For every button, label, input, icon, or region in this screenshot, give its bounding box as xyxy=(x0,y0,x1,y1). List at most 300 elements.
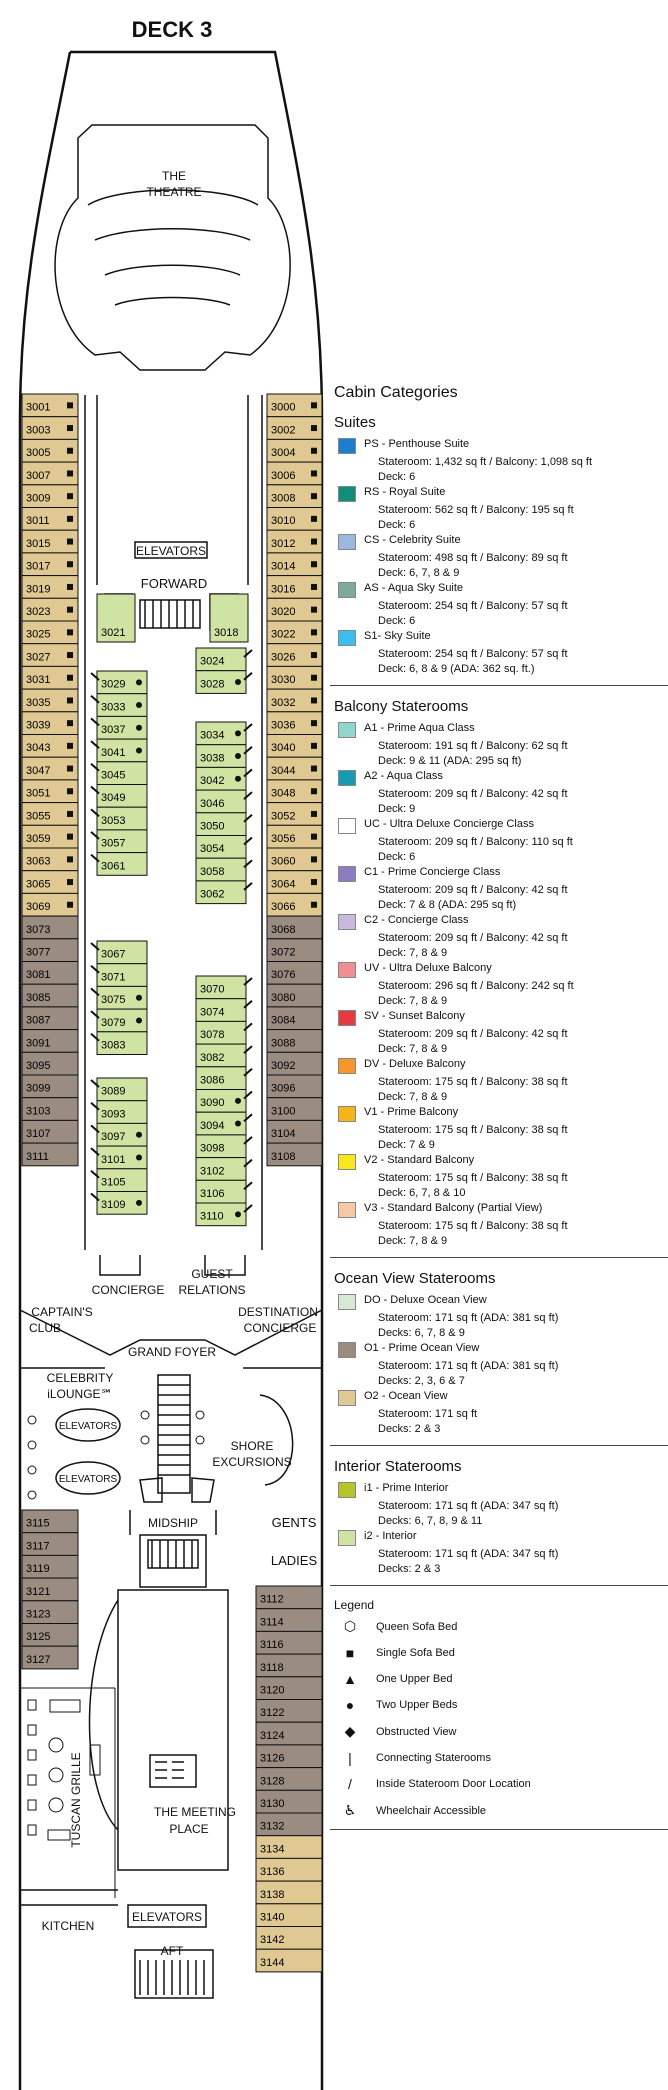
single-sofa-bed-icon xyxy=(67,811,73,817)
cabin-3022[interactable] xyxy=(267,621,322,644)
single-sofa-bed-icon xyxy=(311,743,317,749)
tuscan-grille-label[interactable]: TUSCAN GRILLE xyxy=(69,1752,83,1848)
cabin-3054[interactable] xyxy=(196,836,252,859)
wheelchair-icon: ♿ xyxy=(343,1802,357,1818)
cabin-3043[interactable] xyxy=(22,735,78,758)
cabin-3062[interactable] xyxy=(196,881,252,904)
cabin-3028[interactable] xyxy=(196,671,252,694)
legend-detail: Deck: 6 xyxy=(378,851,416,863)
cabin-3052[interactable] xyxy=(267,803,322,826)
cabin-3019[interactable] xyxy=(22,576,78,599)
cabin-3093[interactable] xyxy=(91,1101,147,1124)
legend-section-heading: Balcony Staterooms xyxy=(334,698,469,715)
cabin-3063[interactable] xyxy=(22,848,78,871)
cabin-3104[interactable] xyxy=(267,1120,322,1143)
legend-symbol-label: Wheelchair Accessible xyxy=(376,1804,487,1817)
cabin-number: 3132 xyxy=(260,1820,285,1833)
cabin-3140[interactable] xyxy=(256,1904,322,1927)
cabin-number: 3012 xyxy=(271,537,296,550)
cabin-3123[interactable] xyxy=(22,1601,78,1624)
cabin-3084[interactable] xyxy=(267,1007,322,1030)
cabin-3007[interactable] xyxy=(22,462,78,485)
cabin-3086[interactable] xyxy=(196,1067,252,1090)
single-sofa-bed-icon xyxy=(311,402,317,408)
cabin-3018[interactable] xyxy=(210,594,248,642)
cabin-3048[interactable] xyxy=(267,780,322,803)
single-sofa-bed-icon xyxy=(311,629,317,635)
legend-label: i2 - Interior xyxy=(364,1530,417,1542)
cabin-3128[interactable] xyxy=(256,1768,322,1791)
cabin-3109[interactable] xyxy=(91,1192,147,1215)
cabin-3125[interactable] xyxy=(22,1624,78,1647)
cabin-3031[interactable] xyxy=(22,666,78,689)
cabin-3144[interactable] xyxy=(256,1949,322,1972)
cabin-number: 3087 xyxy=(26,1014,51,1027)
cabin-3032[interactable] xyxy=(267,689,322,712)
cabin-3024[interactable] xyxy=(196,648,252,671)
single-sofa-bed-icon xyxy=(311,697,317,703)
single-sofa-bed-icon xyxy=(311,811,317,817)
cabin-3130[interactable] xyxy=(256,1790,322,1813)
cabin-3034[interactable] xyxy=(196,722,252,745)
captains-club-label-2[interactable]: CLUB xyxy=(28,1321,62,1335)
cabin-number: 3011 xyxy=(26,515,50,528)
cabin-3035[interactable] xyxy=(22,689,78,712)
cabin-3124[interactable] xyxy=(256,1722,322,1745)
cabin-3014[interactable] xyxy=(267,553,322,576)
cabin-number: 3005 xyxy=(26,447,51,460)
cabin-3036[interactable] xyxy=(267,712,322,735)
cabin-3026[interactable] xyxy=(267,644,322,667)
two-upper-beds-icon xyxy=(235,1098,241,1104)
elevators-mid-label-1[interactable]: ELEVATORS xyxy=(58,1421,118,1432)
legend-label: O1 - Prime Ocean View xyxy=(364,1342,480,1354)
cabin-3108[interactable] xyxy=(267,1143,322,1166)
cabin-3090[interactable] xyxy=(196,1090,252,1113)
cabin-3068[interactable] xyxy=(267,916,322,939)
cabin-3041[interactable] xyxy=(91,739,147,762)
cabin-3029[interactable] xyxy=(91,671,147,694)
cabin-number: 3059 xyxy=(26,833,51,845)
cabin-number: 3072 xyxy=(271,946,296,959)
legend-symbol-label: Two Upper Beds xyxy=(376,1699,458,1711)
cabin-3073[interactable] xyxy=(22,916,78,939)
cabin-3065[interactable] xyxy=(22,871,78,894)
cabin-3122[interactable] xyxy=(256,1700,322,1723)
single-sofa-bed-icon xyxy=(67,675,73,681)
single-sofa-bed-icon xyxy=(67,607,73,613)
cabin-3069[interactable] xyxy=(22,893,78,916)
cabin-number: 3104 xyxy=(271,1128,296,1141)
single-sofa-bed-icon xyxy=(67,470,73,476)
cabin-3057[interactable] xyxy=(91,830,147,853)
two-upper-beds-icon xyxy=(136,725,142,731)
legend-swatch xyxy=(338,770,356,786)
cabin-number: 3097 xyxy=(101,1131,126,1144)
cabin-3118[interactable] xyxy=(256,1654,322,1677)
forward-label: FORWARD xyxy=(140,576,208,591)
cabin-3107[interactable] xyxy=(22,1120,78,1143)
cabin-number: 3116 xyxy=(260,1639,284,1652)
cabin-3092[interactable] xyxy=(267,1052,322,1075)
cabin-3076[interactable] xyxy=(267,962,322,985)
cabin-3015[interactable] xyxy=(22,530,78,553)
cabin-3094[interactable] xyxy=(196,1112,252,1135)
cabin-number: 3098 xyxy=(200,1142,225,1155)
cabin-3045[interactable] xyxy=(91,762,147,785)
cabin-number: 3126 xyxy=(260,1752,285,1765)
legend-item xyxy=(338,865,668,882)
legend-swatch xyxy=(338,722,356,738)
single-sofa-bed-icon: ■ xyxy=(345,1645,355,1661)
cabin-3110[interactable] xyxy=(196,1203,252,1226)
legend-label: S1- Sky Suite xyxy=(364,630,431,642)
cabin-number: 3024 xyxy=(200,655,225,668)
single-sofa-bed-icon xyxy=(67,720,73,726)
cabin-3042[interactable] xyxy=(196,767,252,790)
cabin-3027[interactable] xyxy=(22,644,78,667)
legend-label: V1 - Prime Balcony xyxy=(364,1106,459,1118)
cabin-3021[interactable] xyxy=(97,594,135,642)
cabin-3020[interactable] xyxy=(267,598,322,621)
cabin-3072[interactable] xyxy=(267,939,322,962)
cabin-number: 3122 xyxy=(260,1707,285,1720)
single-sofa-bed-icon xyxy=(311,879,317,885)
cabin-number: 3049 xyxy=(101,792,126,805)
shore-excursions-label-2[interactable]: EXCURSIONS xyxy=(212,1455,292,1469)
theatre-label-1[interactable]: THE xyxy=(162,169,186,183)
cabin-number: 3008 xyxy=(271,492,296,505)
cabin-number: 3107 xyxy=(26,1128,51,1141)
cabin-3070[interactable] xyxy=(196,976,252,999)
destination-concierge-label-1[interactable]: DESTINATION xyxy=(238,1305,318,1319)
cabin-number: 3045 xyxy=(101,769,126,782)
cabin-3119[interactable] xyxy=(22,1555,78,1578)
legend-detail: Stateroom: 209 sq ft / Balcony: 42 sq ft xyxy=(378,932,568,944)
ilounge-label-1[interactable]: CELEBRITY xyxy=(46,1371,114,1385)
cabin-number: 3077 xyxy=(26,946,51,959)
cabin-3040[interactable] xyxy=(267,735,322,758)
cabin-3095[interactable] xyxy=(22,1052,78,1075)
legend-symbol-label: Single Sofa Bed xyxy=(376,1647,455,1659)
cabin-number: 3073 xyxy=(26,923,51,936)
cabin-3117[interactable] xyxy=(22,1533,78,1556)
cabin-3088[interactable] xyxy=(267,1030,322,1053)
cabin-3047[interactable] xyxy=(22,757,78,780)
legend-detail: Deck: 7, 8 & 9 xyxy=(378,947,448,959)
single-sofa-bed-icon xyxy=(311,539,317,545)
legend-detail: Stateroom: 209 sq ft / Balcony: 42 sq ft xyxy=(378,788,568,800)
cabin-number: 3066 xyxy=(271,901,296,914)
theatre-label-2[interactable]: THEATRE xyxy=(146,185,202,199)
cabin-3016[interactable] xyxy=(267,576,322,599)
legend-swatch xyxy=(338,1482,356,1498)
single-sofa-bed-icon xyxy=(67,584,73,590)
single-sofa-bed-icon xyxy=(67,629,73,635)
single-sofa-bed-icon xyxy=(311,720,317,726)
guest-relations-label-2[interactable]: RELATIONS xyxy=(178,1283,246,1297)
cabin-3004[interactable] xyxy=(267,439,322,462)
cabin-3099[interactable] xyxy=(22,1075,78,1098)
legend-swatch xyxy=(338,1106,356,1122)
cabin-3138[interactable] xyxy=(256,1881,322,1904)
legend-detail: Stateroom: 171 sq ft (ADA: 347 sq ft) xyxy=(378,1548,559,1560)
cabin-number: 3055 xyxy=(26,810,51,823)
ladies-label[interactable]: LADIES xyxy=(270,1553,318,1568)
cabin-3044[interactable] xyxy=(267,757,322,780)
cabin-3050[interactable] xyxy=(196,813,252,836)
single-sofa-bed-icon xyxy=(311,493,317,499)
cabin-number: 3003 xyxy=(26,424,51,437)
cabin-3116[interactable] xyxy=(256,1631,322,1654)
cabin-3030[interactable] xyxy=(267,666,322,689)
cabin-number: 3121 xyxy=(26,1585,51,1598)
meeting-place-label-1[interactable]: THE MEETING xyxy=(153,1805,237,1819)
connecting-staterooms-icon: | xyxy=(348,1750,352,1766)
cabin-3132[interactable] xyxy=(256,1813,322,1836)
elevators-aft-label[interactable]: ELEVATORS xyxy=(131,1910,203,1924)
cabin-3126[interactable] xyxy=(256,1745,322,1768)
cabin-3115[interactable] xyxy=(22,1510,78,1533)
cabin-3001[interactable] xyxy=(22,394,78,417)
cabin-3102[interactable] xyxy=(196,1158,252,1181)
legend-item xyxy=(338,629,668,646)
legend-label: UC - Ultra Deluxe Concierge Class xyxy=(364,818,534,830)
cabin-3011[interactable] xyxy=(22,508,78,531)
cabin-number: 3144 xyxy=(260,1956,285,1969)
legend-item xyxy=(338,485,668,502)
cabin-3066[interactable] xyxy=(267,893,322,916)
two-upper-beds-icon xyxy=(235,679,241,685)
cabin-3056[interactable] xyxy=(267,825,322,848)
cabin-number: 3082 xyxy=(200,1051,225,1064)
cabin-number: 3014 xyxy=(271,560,296,573)
cabin-3134[interactable] xyxy=(256,1836,322,1859)
cabin-3087[interactable] xyxy=(22,1007,78,1030)
cabin-3079[interactable] xyxy=(91,1009,147,1032)
cabin-number: 3114 xyxy=(260,1616,284,1629)
cabin-3097[interactable] xyxy=(91,1123,147,1146)
cabin-3071[interactable] xyxy=(91,964,147,987)
cabin-3005[interactable] xyxy=(22,439,78,462)
single-sofa-bed-icon xyxy=(311,584,317,590)
legend-detail: Decks: 2 & 3 xyxy=(378,1423,441,1435)
cabin-number: 3136 xyxy=(260,1866,285,1879)
cabin-3033[interactable] xyxy=(91,694,147,717)
cabin-3103[interactable] xyxy=(22,1098,78,1121)
cabin-number: 3119 xyxy=(26,1563,50,1576)
deck-title: DECK 3 xyxy=(131,17,213,42)
cabin-3091[interactable] xyxy=(22,1030,78,1053)
legend-section-heading: Interior Staterooms xyxy=(334,1458,462,1475)
cabin-3053[interactable] xyxy=(91,807,147,830)
cabin-3012[interactable] xyxy=(267,530,322,553)
cabin-3059[interactable] xyxy=(22,825,78,848)
cabin-number: 3038 xyxy=(200,752,225,765)
two-upper-beds-icon xyxy=(136,702,142,708)
cabin-3101[interactable] xyxy=(91,1146,147,1169)
cabin-3112[interactable] xyxy=(256,1586,322,1609)
single-sofa-bed-icon xyxy=(311,470,317,476)
cabin-number: 3037 xyxy=(101,724,126,737)
two-upper-beds-icon xyxy=(235,1121,241,1127)
cabin-3098[interactable] xyxy=(196,1135,252,1158)
cabin-number: 3020 xyxy=(271,606,296,618)
cabin-3003[interactable] xyxy=(22,417,78,440)
cabin-3058[interactable] xyxy=(196,858,252,881)
cabin-number: 3036 xyxy=(271,719,296,732)
legend-label: V2 - Standard Balcony xyxy=(364,1154,475,1166)
cabin-3046[interactable] xyxy=(196,790,252,813)
legend-detail: Stateroom: 1,432 sq ft / Balcony: 1,098 sq ft xyxy=(378,456,593,468)
cabin-3009[interactable] xyxy=(22,485,78,508)
legend-swatch xyxy=(338,486,356,502)
cabin-3002[interactable] xyxy=(267,417,322,440)
single-sofa-bed-icon xyxy=(67,448,73,454)
cabin-number: 3064 xyxy=(271,878,296,891)
legend-label: C2 - Concierge Class xyxy=(364,914,469,926)
cabin-3111[interactable] xyxy=(22,1143,78,1166)
legend-section-heading: Ocean View Staterooms xyxy=(334,1270,496,1287)
cabin-number: 3025 xyxy=(26,628,51,641)
single-sofa-bed-icon xyxy=(67,493,73,499)
legend-detail: Stateroom: 562 sq ft / Balcony: 195 sq ft xyxy=(378,504,574,516)
cabin-3081[interactable] xyxy=(22,962,78,985)
cabin-3075[interactable] xyxy=(91,986,147,1009)
cabin-3017[interactable] xyxy=(22,553,78,576)
single-sofa-bed-icon xyxy=(67,402,73,408)
cabin-3136[interactable] xyxy=(256,1858,322,1881)
cabin-3127[interactable] xyxy=(22,1646,78,1669)
cabin-number: 3075 xyxy=(101,994,126,1007)
cabin-number: 3099 xyxy=(26,1082,51,1095)
elevators-forward-label[interactable]: ELEVATORS xyxy=(135,544,207,558)
legend-item xyxy=(338,1529,668,1546)
aft-label: AFT xyxy=(160,1944,184,1958)
cabin-3120[interactable] xyxy=(256,1677,322,1700)
cabin-3083[interactable] xyxy=(91,1032,147,1055)
two-upper-beds-icon xyxy=(235,776,241,782)
cabin-3055[interactable] xyxy=(22,803,78,826)
meeting-place-label-2[interactable]: PLACE xyxy=(169,1822,209,1836)
concierge-label[interactable]: CONCIERGE xyxy=(91,1283,165,1297)
legend-label: DO - Deluxe Ocean View xyxy=(364,1294,487,1306)
cabin-number: 3109 xyxy=(101,1199,126,1212)
single-sofa-bed-icon xyxy=(311,607,317,613)
cabin-3000[interactable] xyxy=(267,394,322,417)
cabin-3049[interactable] xyxy=(91,785,147,808)
cabin-3037[interactable] xyxy=(91,716,147,739)
cabin-3077[interactable] xyxy=(22,939,78,962)
cabin-number: 3009 xyxy=(26,492,51,505)
cabin-3114[interactable] xyxy=(256,1609,322,1632)
guest-relations-label-1[interactable]: GUEST xyxy=(191,1267,233,1281)
legend-item xyxy=(338,1389,668,1406)
legend-label: RS - Royal Suite xyxy=(364,486,446,498)
destination-concierge-label-2[interactable]: CONCIERGE xyxy=(243,1321,317,1335)
theatre-outline xyxy=(55,125,290,370)
cabin-3106[interactable] xyxy=(196,1180,252,1203)
legend-detail: Stateroom: 209 sq ft / Balcony: 42 sq ft xyxy=(378,884,568,896)
cabin-number: 3032 xyxy=(271,696,296,709)
two-upper-beds-icon xyxy=(136,1017,142,1023)
cabin-3085[interactable] xyxy=(22,984,78,1007)
cabin-number: 3076 xyxy=(271,969,296,982)
cabin-number: 3017 xyxy=(26,560,51,573)
legend-detail: Stateroom: 171 sq ft (ADA: 347 sq ft) xyxy=(378,1500,559,1512)
cabin-3038[interactable] xyxy=(196,745,252,768)
cabin-3061[interactable] xyxy=(91,853,147,876)
cabin-3039[interactable] xyxy=(22,712,78,735)
legend-symbol-label: Connecting Staterooms xyxy=(376,1752,491,1764)
ilounge-label-2[interactable]: iLOUNGE℠ xyxy=(47,1387,113,1401)
elevators-mid-label-2[interactable]: ELEVATORS xyxy=(58,1474,118,1485)
cabin-3089[interactable] xyxy=(91,1078,147,1101)
legend-symbol-row xyxy=(338,1697,668,1713)
legend-swatch xyxy=(338,866,356,882)
legend-item xyxy=(338,961,668,978)
two-upper-beds-icon: ● xyxy=(345,1697,355,1713)
legend-detail: Deck: 7, 8 & 9 xyxy=(378,1235,448,1247)
legend-label: i1 - Prime Interior xyxy=(364,1482,449,1494)
legend-symbol-label: Queen Sofa Bed xyxy=(376,1620,458,1633)
cabin-number: 3006 xyxy=(271,469,296,482)
cabin-3121[interactable] xyxy=(22,1578,78,1601)
cabin-3025[interactable] xyxy=(22,621,78,644)
cabin-3082[interactable] xyxy=(196,1044,252,1067)
two-upper-beds-icon xyxy=(235,1211,241,1217)
legend-symbol-row xyxy=(338,1776,668,1792)
cabin-3100[interactable] xyxy=(267,1098,322,1121)
legend-detail: Deck: 7 & 9 xyxy=(378,1139,435,1151)
shore-excursions-label-1[interactable]: SHORE xyxy=(230,1439,274,1453)
cabin-3008[interactable] xyxy=(267,485,322,508)
cabin-3080[interactable] xyxy=(267,984,322,1007)
cabin-number: 3091 xyxy=(26,1037,51,1050)
divider xyxy=(330,1257,668,1258)
cabin-3142[interactable] xyxy=(256,1927,322,1950)
legend-symbol-row xyxy=(338,1645,668,1661)
cabin-3023[interactable] xyxy=(22,598,78,621)
cabin-number: 3100 xyxy=(271,1105,296,1118)
legend-swatch xyxy=(338,962,356,978)
legend-symbol-row xyxy=(338,1802,668,1819)
legend-item xyxy=(338,913,668,930)
cabin-3006[interactable] xyxy=(267,462,322,485)
cabin-3010[interactable] xyxy=(267,508,322,531)
cabin-3064[interactable] xyxy=(267,871,322,894)
cabin-number: 3130 xyxy=(260,1798,285,1810)
two-upper-beds-icon xyxy=(235,730,241,736)
cabin-number: 3060 xyxy=(271,855,296,868)
single-sofa-bed-icon xyxy=(67,856,73,862)
legend-detail: Deck: 7, 8 & 9 xyxy=(378,995,448,1007)
cabin-number: 3056 xyxy=(271,833,296,845)
captains-club-label-1[interactable]: CAPTAIN'S xyxy=(31,1305,93,1319)
legend-detail: Decks: 2 & 3 xyxy=(378,1563,441,1575)
legend-detail: Stateroom: 209 sq ft / Balcony: 110 sq ft xyxy=(378,836,573,848)
cabin-3074[interactable] xyxy=(196,999,252,1022)
cabin-3096[interactable] xyxy=(267,1075,322,1098)
cabin-3105[interactable] xyxy=(91,1169,147,1192)
cabin-3078[interactable] xyxy=(196,1021,252,1044)
cabin-3051[interactable] xyxy=(22,780,78,803)
two-upper-beds-icon xyxy=(136,1154,142,1160)
cabin-3060[interactable] xyxy=(267,848,322,871)
single-sofa-bed-icon xyxy=(67,902,73,908)
gents-label[interactable]: GENTS xyxy=(271,1515,317,1530)
cabin-3067[interactable] xyxy=(91,941,147,964)
